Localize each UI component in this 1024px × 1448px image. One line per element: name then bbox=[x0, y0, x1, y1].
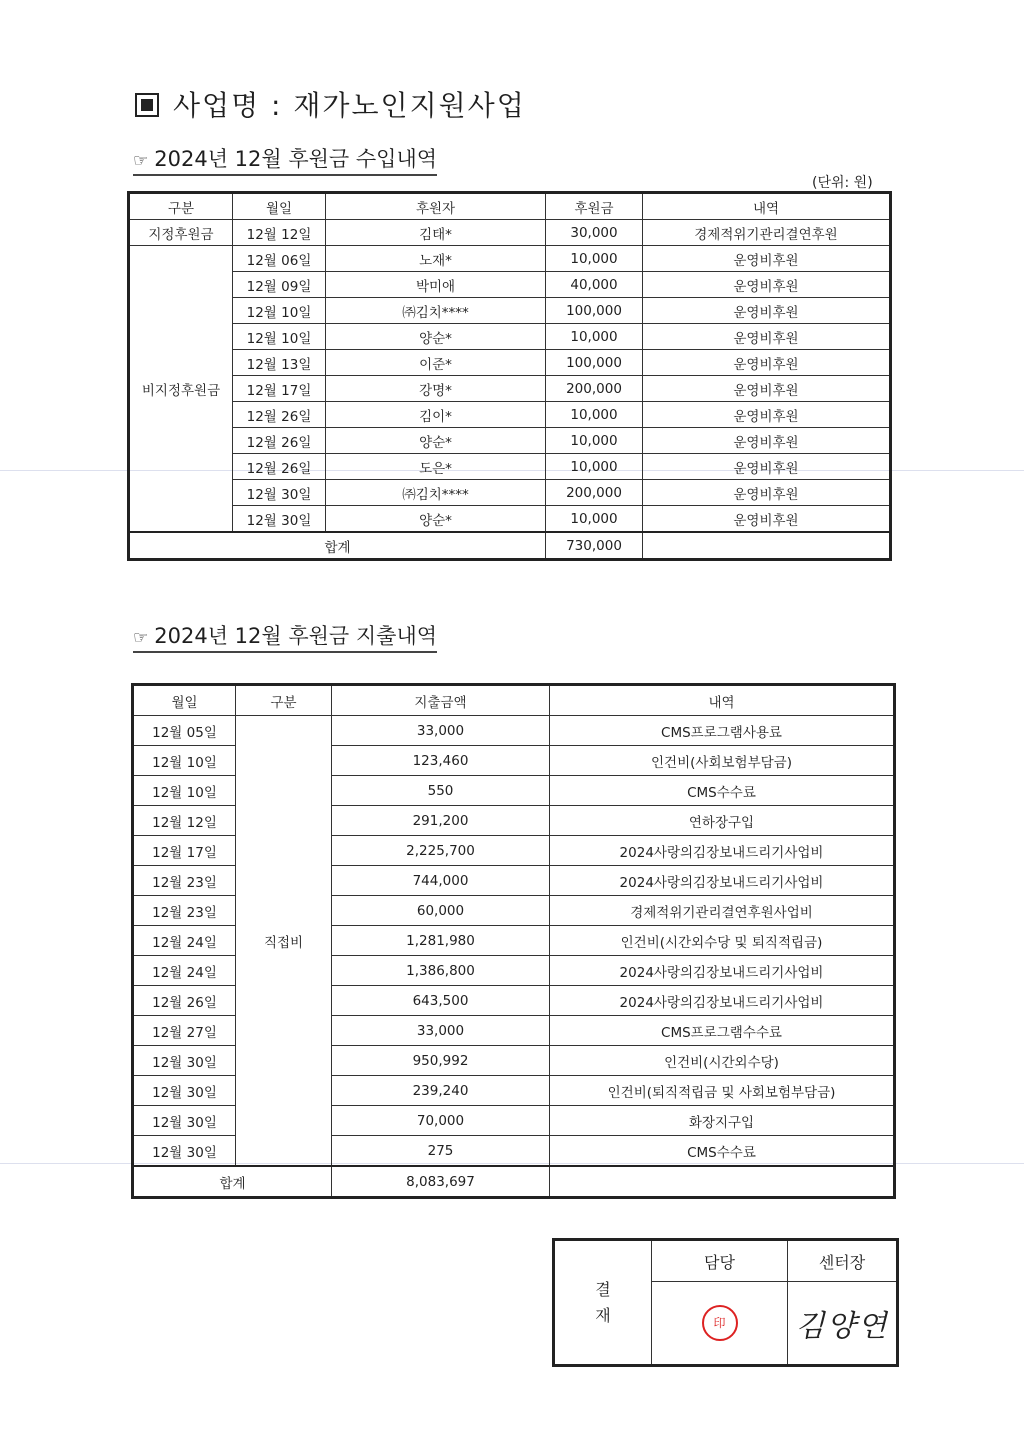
amount-cell: 950,992 bbox=[332, 1046, 550, 1076]
date-cell: 12월 30일 bbox=[133, 1076, 236, 1106]
income-heading: ☞ 2024년 12월 후원금 수입내역 bbox=[133, 143, 437, 176]
donor-cell: 김태* bbox=[326, 220, 546, 246]
category-cell: 비지정후원금 bbox=[129, 246, 233, 533]
total-amount-cell: 730,000 bbox=[546, 532, 643, 560]
date-cell: 12월 09일 bbox=[233, 272, 326, 298]
unit-label: (단위: 원) bbox=[812, 175, 873, 191]
amount-cell: 239,240 bbox=[332, 1076, 550, 1106]
income-header-row bbox=[129, 193, 891, 220]
category-cell: 직접비 bbox=[236, 716, 332, 1167]
date-cell: 12월 10일 bbox=[133, 746, 236, 776]
date-cell: 12월 17일 bbox=[133, 836, 236, 866]
income-row bbox=[129, 298, 891, 324]
income-row bbox=[129, 324, 891, 350]
amount-cell: 100,000 bbox=[546, 350, 643, 376]
amount-cell: 123,460 bbox=[332, 746, 550, 776]
amount-cell: 40,000 bbox=[546, 272, 643, 298]
staff-stamp bbox=[652, 1282, 788, 1366]
expense-header-row bbox=[133, 685, 895, 716]
donor-cell: 이준* bbox=[326, 350, 546, 376]
detail-cell: 2024사랑의김장보내드리기사업비 bbox=[550, 866, 895, 896]
expense-heading: ☞ 2024년 12월 후원금 지출내역 bbox=[133, 620, 437, 653]
income-column-header: 후원자 bbox=[326, 193, 546, 220]
detail-cell: 운영비후원 bbox=[643, 480, 891, 506]
detail-cell: 운영비후원 bbox=[643, 402, 891, 428]
detail-cell: 인건비(사회보험부담금) bbox=[550, 746, 895, 776]
date-cell: 12월 23일 bbox=[133, 896, 236, 926]
expense-total-row bbox=[133, 1166, 895, 1198]
income-row bbox=[129, 220, 891, 246]
detail-cell: 인건비(시간외수당) bbox=[550, 1046, 895, 1076]
income-row bbox=[129, 402, 891, 428]
amount-cell: 33,000 bbox=[332, 1016, 550, 1046]
expense-column-header: 구분 bbox=[236, 685, 332, 716]
total-detail-cell bbox=[643, 532, 891, 560]
detail-cell: 경제적위기관리결연후원 bbox=[643, 220, 891, 246]
detail-cell: 운영비후원 bbox=[643, 272, 891, 298]
detail-cell: 운영비후원 bbox=[643, 376, 891, 402]
detail-cell: 2024사랑의김장보내드리기사업비 bbox=[550, 956, 895, 986]
donor-cell: 강명* bbox=[326, 376, 546, 402]
income-row bbox=[129, 454, 891, 480]
pointing-hand-icon: ☞ bbox=[133, 151, 149, 171]
date-cell: 12월 10일 bbox=[133, 776, 236, 806]
date-cell: 12월 24일 bbox=[133, 956, 236, 986]
amount-cell: 10,000 bbox=[546, 402, 643, 428]
date-cell: 12월 30일 bbox=[233, 480, 326, 506]
income-row bbox=[129, 506, 891, 533]
income-column-header: 월일 bbox=[233, 193, 326, 220]
amount-cell: 744,000 bbox=[332, 866, 550, 896]
amount-cell: 643,500 bbox=[332, 986, 550, 1016]
amount-cell: 70,000 bbox=[332, 1106, 550, 1136]
income-row bbox=[129, 376, 891, 402]
income-row bbox=[129, 272, 891, 298]
expense-column-header: 내역 bbox=[550, 685, 895, 716]
donor-cell: 양순* bbox=[326, 324, 546, 350]
amount-cell: 1,386,800 bbox=[332, 956, 550, 986]
income-table bbox=[127, 191, 892, 561]
income-row bbox=[129, 480, 891, 506]
amount-cell: 10,000 bbox=[546, 428, 643, 454]
date-cell: 12월 26일 bbox=[233, 402, 326, 428]
amount-cell: 550 bbox=[332, 776, 550, 806]
date-cell: 12월 13일 bbox=[233, 350, 326, 376]
date-cell: 12월 12일 bbox=[133, 806, 236, 836]
detail-cell: 운영비후원 bbox=[643, 246, 891, 272]
detail-cell: 경제적위기관리결연후원사업비 bbox=[550, 896, 895, 926]
date-cell: 12월 17일 bbox=[233, 376, 326, 402]
amount-cell: 1,281,980 bbox=[332, 926, 550, 956]
amount-cell: 200,000 bbox=[546, 376, 643, 402]
detail-cell: CMS프로그램사용료 bbox=[550, 716, 895, 746]
donor-cell: 도은* bbox=[326, 454, 546, 480]
donor-cell: 노재* bbox=[326, 246, 546, 272]
income-row bbox=[129, 428, 891, 454]
amount-cell: 291,200 bbox=[332, 806, 550, 836]
date-cell: 12월 05일 bbox=[133, 716, 236, 746]
seal-stamp-icon: 印 bbox=[702, 1305, 738, 1341]
amount-cell: 100,000 bbox=[546, 298, 643, 324]
detail-cell: 운영비후원 bbox=[643, 506, 891, 533]
detail-cell: 2024사랑의김장보내드리기사업비 bbox=[550, 986, 895, 1016]
detail-cell: 운영비후원 bbox=[643, 298, 891, 324]
amount-cell: 10,000 bbox=[546, 246, 643, 272]
detail-cell: CMS프로그램수수료 bbox=[550, 1016, 895, 1046]
date-cell: 12월 12일 bbox=[233, 220, 326, 246]
pointing-hand-icon: ☞ bbox=[133, 628, 149, 648]
detail-cell: 2024사랑의김장보내드리기사업비 bbox=[550, 836, 895, 866]
date-cell: 12월 30일 bbox=[233, 506, 326, 533]
amount-cell: 10,000 bbox=[546, 324, 643, 350]
date-cell: 12월 24일 bbox=[133, 926, 236, 956]
category-cell: 지정후원금 bbox=[129, 220, 233, 246]
detail-cell: 운영비후원 bbox=[643, 350, 891, 376]
donor-cell: ㈜김치**** bbox=[326, 480, 546, 506]
donor-cell: 김이* bbox=[326, 402, 546, 428]
detail-cell: 운영비후원 bbox=[643, 324, 891, 350]
total-label-cell: 합계 bbox=[133, 1166, 332, 1198]
expense-column-header: 지출금액 bbox=[332, 685, 550, 716]
detail-cell: 인건비(시간외수당 및 퇴직적립금) bbox=[550, 926, 895, 956]
page-title: 사업명 : 재가노인지원사업 bbox=[135, 84, 526, 124]
donor-cell: ㈜김치**** bbox=[326, 298, 546, 324]
amount-cell: 10,000 bbox=[546, 454, 643, 480]
expense-table bbox=[131, 683, 896, 1199]
amount-cell: 2,225,700 bbox=[332, 836, 550, 866]
expense-column-header: 월일 bbox=[133, 685, 236, 716]
amount-cell: 60,000 bbox=[332, 896, 550, 926]
detail-cell: 연하장구입 bbox=[550, 806, 895, 836]
donor-cell: 박미애 bbox=[326, 272, 546, 298]
amount-cell: 275 bbox=[332, 1136, 550, 1167]
date-cell: 12월 10일 bbox=[233, 298, 326, 324]
donor-cell: 양순* bbox=[326, 506, 546, 533]
approval-label: 결 재 bbox=[554, 1240, 652, 1366]
date-cell: 12월 30일 bbox=[133, 1106, 236, 1136]
amount-cell: 30,000 bbox=[546, 220, 643, 246]
date-cell: 12월 23일 bbox=[133, 866, 236, 896]
income-row bbox=[129, 350, 891, 376]
income-column-header: 후원금 bbox=[546, 193, 643, 220]
amount-cell: 33,000 bbox=[332, 716, 550, 746]
date-cell: 12월 26일 bbox=[133, 986, 236, 1016]
total-label-cell: 합계 bbox=[129, 532, 546, 560]
amount-cell: 10,000 bbox=[546, 506, 643, 533]
total-amount-cell: 8,083,697 bbox=[332, 1166, 550, 1198]
detail-cell: CMS수수료 bbox=[550, 776, 895, 806]
date-cell: 12월 30일 bbox=[133, 1136, 236, 1167]
detail-cell: 화장지구입 bbox=[550, 1106, 895, 1136]
date-cell: 12월 26일 bbox=[233, 454, 326, 480]
income-row bbox=[129, 246, 891, 272]
director-header: 센터장 bbox=[788, 1240, 898, 1282]
income-total-row bbox=[129, 532, 891, 560]
detail-cell: 운영비후원 bbox=[643, 454, 891, 480]
date-cell: 12월 30일 bbox=[133, 1046, 236, 1076]
approval-box bbox=[552, 1238, 899, 1367]
detail-cell: 인건비(퇴직적립금 및 사회보험부담금) bbox=[550, 1076, 895, 1106]
date-cell: 12월 27일 bbox=[133, 1016, 236, 1046]
staff-header: 담당 bbox=[652, 1240, 788, 1282]
total-detail-cell bbox=[550, 1166, 895, 1198]
detail-cell: 운영비후원 bbox=[643, 428, 891, 454]
date-cell: 12월 26일 bbox=[233, 428, 326, 454]
square-bullet-icon bbox=[135, 93, 159, 117]
income-column-header: 구분 bbox=[129, 193, 233, 220]
signature: 김양연 bbox=[795, 1309, 889, 1344]
director-signature bbox=[788, 1282, 898, 1366]
donor-cell: 양순* bbox=[326, 428, 546, 454]
detail-cell: CMS수수료 bbox=[550, 1136, 895, 1167]
income-column-header: 내역 bbox=[643, 193, 891, 220]
date-cell: 12월 06일 bbox=[233, 246, 326, 272]
expense-row bbox=[133, 716, 895, 746]
amount-cell: 200,000 bbox=[546, 480, 643, 506]
date-cell: 12월 10일 bbox=[233, 324, 326, 350]
